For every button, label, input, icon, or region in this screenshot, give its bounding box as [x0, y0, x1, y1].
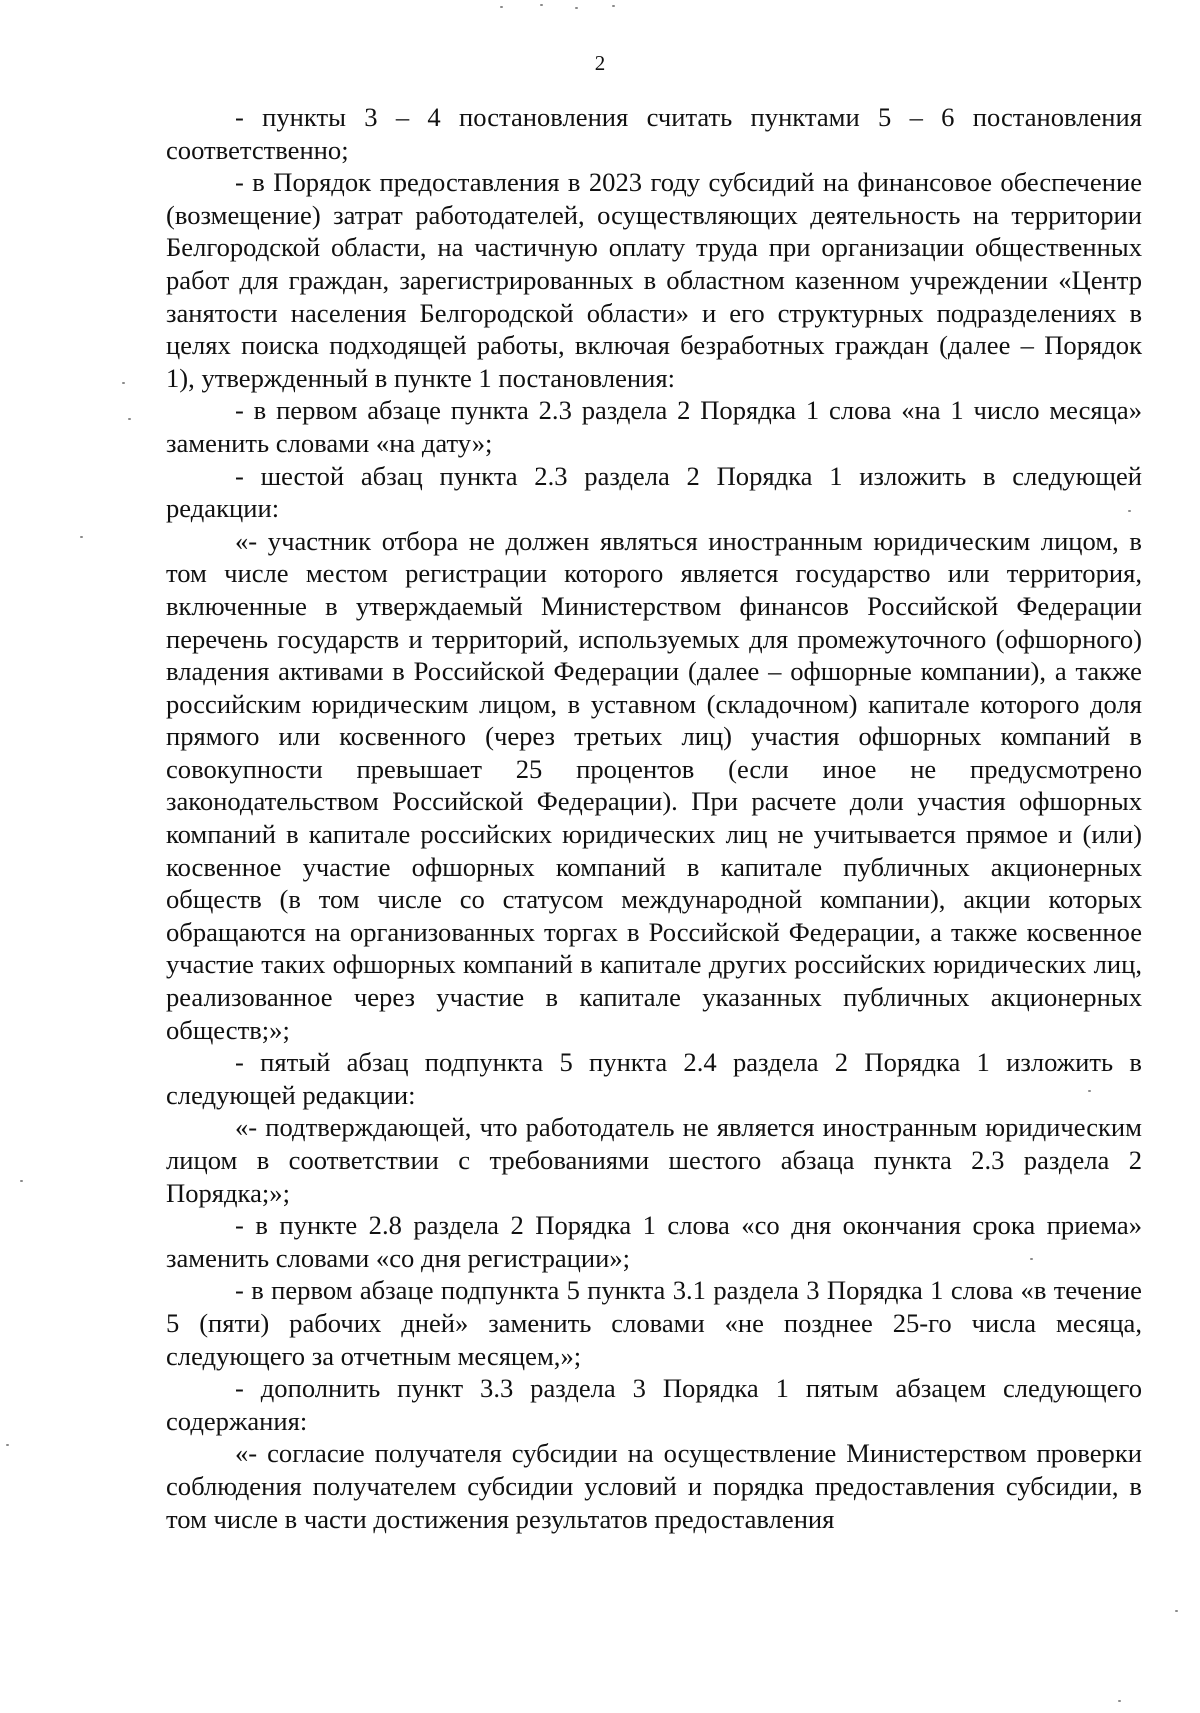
paragraph-renumber-points: - пункты 3 – 4 постановления считать пунктами 5 – 6 постановления соответственно;	[166, 102, 1142, 165]
scan-speck	[20, 1180, 23, 1182]
page-number: 2	[594, 51, 606, 75]
paragraph-amend-3-1: - в первом абзаце подпункта 5 пункта 3.1 раздела 3 Порядка 1 слова «в течение 5 (пяти) рабочих дней» заменить словами «не позднее 25-го числа месяца, следующего за отчетным месяцем,»;	[166, 1275, 1142, 1371]
scan-speck	[80, 536, 83, 538]
paragraph-amend-2-3-sixth: - шестой абзац пункта 2.3 раздела 2 Порядка 1 изложить в следующей редакции:	[166, 460, 1142, 524]
scan-speck	[1175, 1610, 1178, 1612]
scan-speck	[540, 4, 543, 6]
scan-speck	[575, 7, 578, 9]
scan-speck	[128, 418, 131, 420]
scan-speck	[1128, 510, 1131, 512]
paragraph-consent-clause: «- согласие получателя субсидии на осуществление Министерством проверки соблюдения получателем субсидии условий и порядка предоставления субсидии, в том числе в части достижения результатов предоставления	[166, 1438, 1142, 1534]
scan-speck	[1118, 1700, 1121, 1702]
scan-speck	[1030, 1258, 1033, 1260]
paragraph-procedure-1-intro: - в Порядок предоставления в 2023 году субсидий на финансовое обеспечение (возмещение) затрат работодателей, осуществляющих деятельность на территории Белгородской области, на частичную оплату труда при организации общественных работ для граждан, зарегистрированных в областном казенном учреждении «Центр занятости населения Белгородской области» и его структурных подразделениях в целях поиска подходящей работы, включая безработных граждан (далее – Порядок 1), утвержденный в пункте 1 постановления:	[166, 167, 1142, 393]
paragraph-confirming-statement: «- подтверждающей, что работодатель не является иностранным юридическим лицом в соответствии с требованиями шестого абзаца пункта 2.3 раздела 2 Порядка;»;	[166, 1112, 1142, 1208]
paragraph-amend-2-3-first: - в первом абзаце пункта 2.3 раздела 2 Порядка 1 слова «на 1 число месяца» заменить словами «на дату»;	[166, 395, 1142, 458]
paragraph-amend-2-4-fifth: - пятый абзац подпункта 5 пункта 2.4 раздела 2 Порядка 1 изложить в следующей редакции:	[166, 1047, 1142, 1110]
document-body	[166, 101, 1142, 1535]
scan-speck	[612, 5, 615, 7]
paragraph-amend-2-8: - в пункте 2.8 раздела 2 Порядка 1 слова «со дня окончания срока приема» заменить словами «со дня регистрации»;	[166, 1210, 1142, 1273]
scan-speck	[122, 382, 125, 384]
scan-speck	[500, 6, 503, 8]
scan-speck	[6, 1444, 9, 1446]
scan-speck	[1088, 1090, 1091, 1092]
paragraph-offshore-requirement: «- участник отбора не должен являться иностранным юридическим лицом, в том числе местом регистрации которого является государство или территория, включенные в утверждаемый Министерством финансов Российской Федерации перечень государств и территорий, используемых для промежуточного (офшорного) владения активами в Российской Федерации (далее – офшорные компании), а также российским юридическим лицом, в уставном (складочном) капитале которого доля прямого или косвенного (через третьих лиц) участия офшорных компаний в совокупности превышает 25 процентов (если иное не предусмотрено законодательством Российской Федерации). При расчете доли участия офшорных компаний в капитале российских юридических лиц не учитывается прямое и (или) косвенное участие офшорных компаний в капитале публичных акционерных обществ (в том числе со статусом международной компании), акции которых обращаются на организованных торгах в Российской Федерации, а также косвенное участие таких офшорных компаний в капитале других российских юридических лиц, реализованное через участие в капитале указанных публичных акционерных обществ;»;	[166, 525, 1142, 1045]
paragraph-supplement-3-3: - дополнить пункт 3.3 раздела 3 Порядка 1 пятым абзацем следующего содержания:	[166, 1373, 1142, 1436]
